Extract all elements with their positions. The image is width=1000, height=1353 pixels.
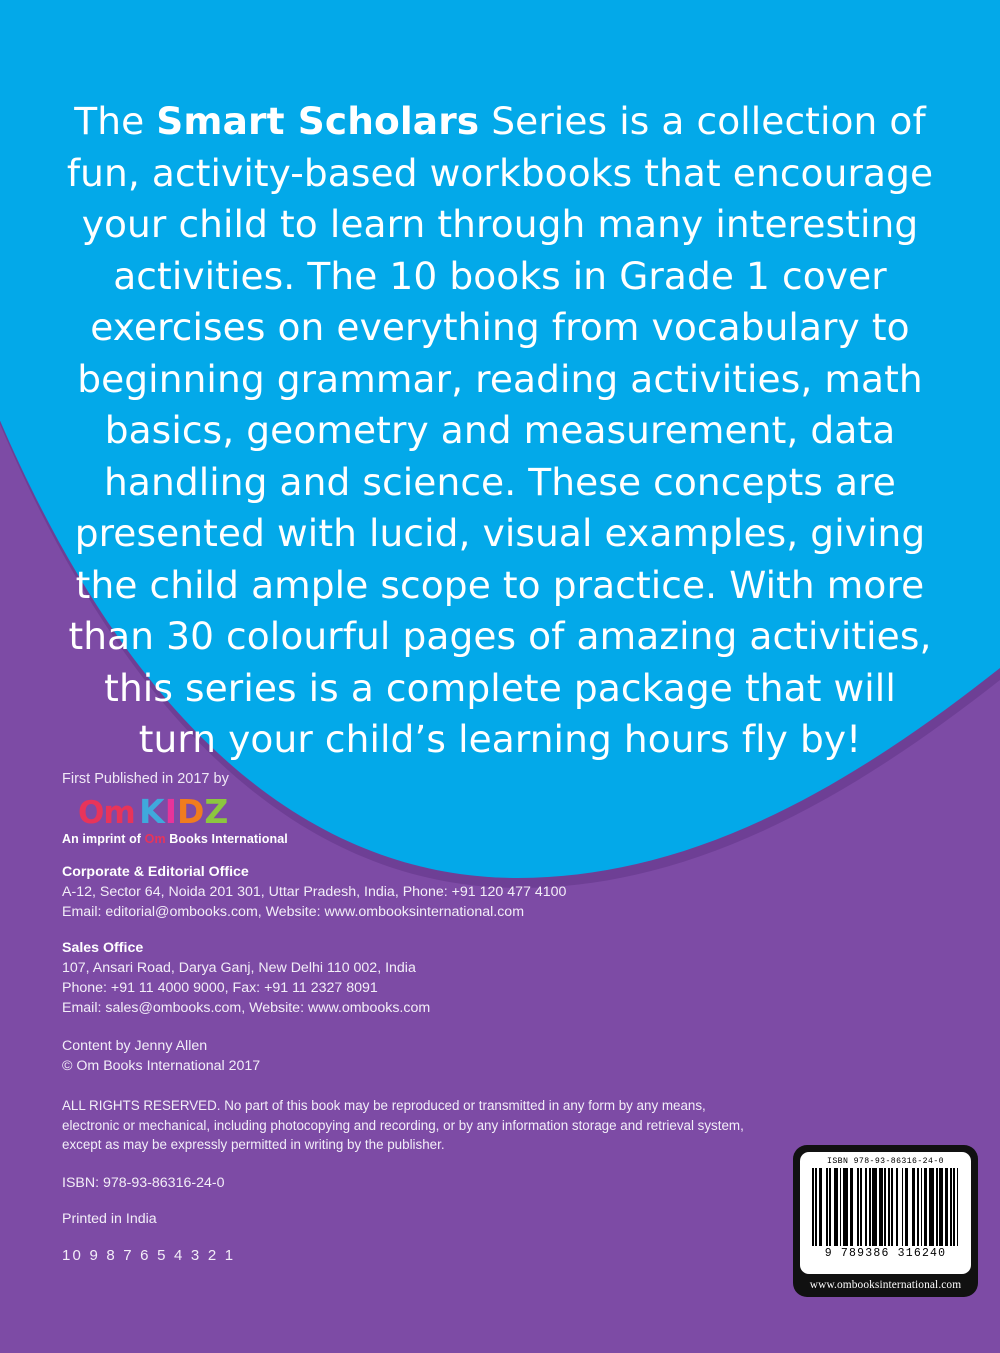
barcode-website: www.ombooksinternational.com <box>809 1279 962 1291</box>
imprint-om-word: Om <box>144 832 166 846</box>
corporate-office-contact: Email: editorial@ombooks.com, Website: www.ombooksinternational.com <box>62 904 525 920</box>
kidz-logo-letter-z: Z <box>204 792 229 831</box>
barcode-digits: 9 789386 316240 <box>824 1247 947 1260</box>
corporate-office-heading: Corporate & Editorial Office <box>62 864 249 880</box>
content-by-line: Content by Jenny Allen <box>62 1038 208 1054</box>
imprint-tagline <box>62 832 822 846</box>
sales-office-contact: Email: sales@ombooks.com, Website: www.ombooks.com <box>62 1000 431 1016</box>
barcode-isbn-caption: ISBN 978-93-86316-24-0 <box>827 1157 944 1166</box>
barcode-bars <box>812 1168 959 1246</box>
kidz-logo-word <box>139 792 229 831</box>
barcode-bar <box>957 1168 959 1246</box>
sales-office-heading: Sales Office <box>62 940 144 956</box>
blurb-after-brand: Series is a collection of fun, activity-based workbooks that encourage your child to learn through many interesting activities. The 10 books in Grade 1 cover exercises on everything from vocabulary to beginning grammar, reading activities, math basics, geometry and measurement, data handling and science. These concepts are presented with lucid, visual examples, giving the child ample scope to practice. With more than 30 colourful pages of amazing activities, this series is a complete package that will turn your child’s learning hours fly by! <box>66 99 934 761</box>
isbn-line: ISBN: 978-93-86316-24-0 <box>62 1174 225 1191</box>
corporate-office-group <box>62 862 822 922</box>
blurb-before-brand: The <box>74 99 157 143</box>
imprint-prefix: An imprint of <box>62 832 145 846</box>
kidz-logo-letter-d: D <box>176 792 205 831</box>
first-published-line: First Published in 2017 by <box>62 771 229 787</box>
blurb-paragraph <box>60 96 940 766</box>
barcode-block <box>793 1145 978 1297</box>
om-logo-letter-m: m <box>103 795 135 831</box>
imprint-suffix: Books International <box>165 832 288 846</box>
corporate-office-address: A-12, Sector 64, Noida 201 301, Uttar Pradesh, India, Phone: +91 120 477 4100 <box>62 884 567 900</box>
copyright-line: © Om Books International 2017 <box>62 1058 261 1074</box>
all-rights-reserved-text: ALL RIGHTS RESERVED. No part of this book may be reproduced or transmitted in any form by any means, electronic or mechanical, including photocopying and recording, or by any information storage and retrieval system, except as may be expressly permitted in writing by the publisher. <box>62 1098 744 1152</box>
om-kidz-logo <box>62 792 822 831</box>
om-logo-letter-o: O <box>78 795 104 831</box>
kidz-logo-letter-i: I <box>164 792 177 831</box>
printed-in-line: Printed in India <box>62 1210 157 1227</box>
kidz-logo-letter-k: K <box>139 792 165 831</box>
barcode-panel <box>800 1152 971 1274</box>
om-logo-word <box>78 795 135 831</box>
sales-office-address: 107, Ansari Road, Darya Ganj, New Delhi 110 002, India <box>62 960 416 976</box>
credits-group <box>62 1036 822 1076</box>
sales-office-group <box>62 938 822 1018</box>
colophon-block <box>62 770 822 1264</box>
impression-number-line: 10 9 8 7 6 5 4 3 2 1 <box>62 1246 236 1264</box>
series-brand-name: Smart Scholars <box>156 99 480 143</box>
sales-office-phone: Phone: +91 11 4000 9000, Fax: +91 11 2327 8091 <box>62 980 378 996</box>
